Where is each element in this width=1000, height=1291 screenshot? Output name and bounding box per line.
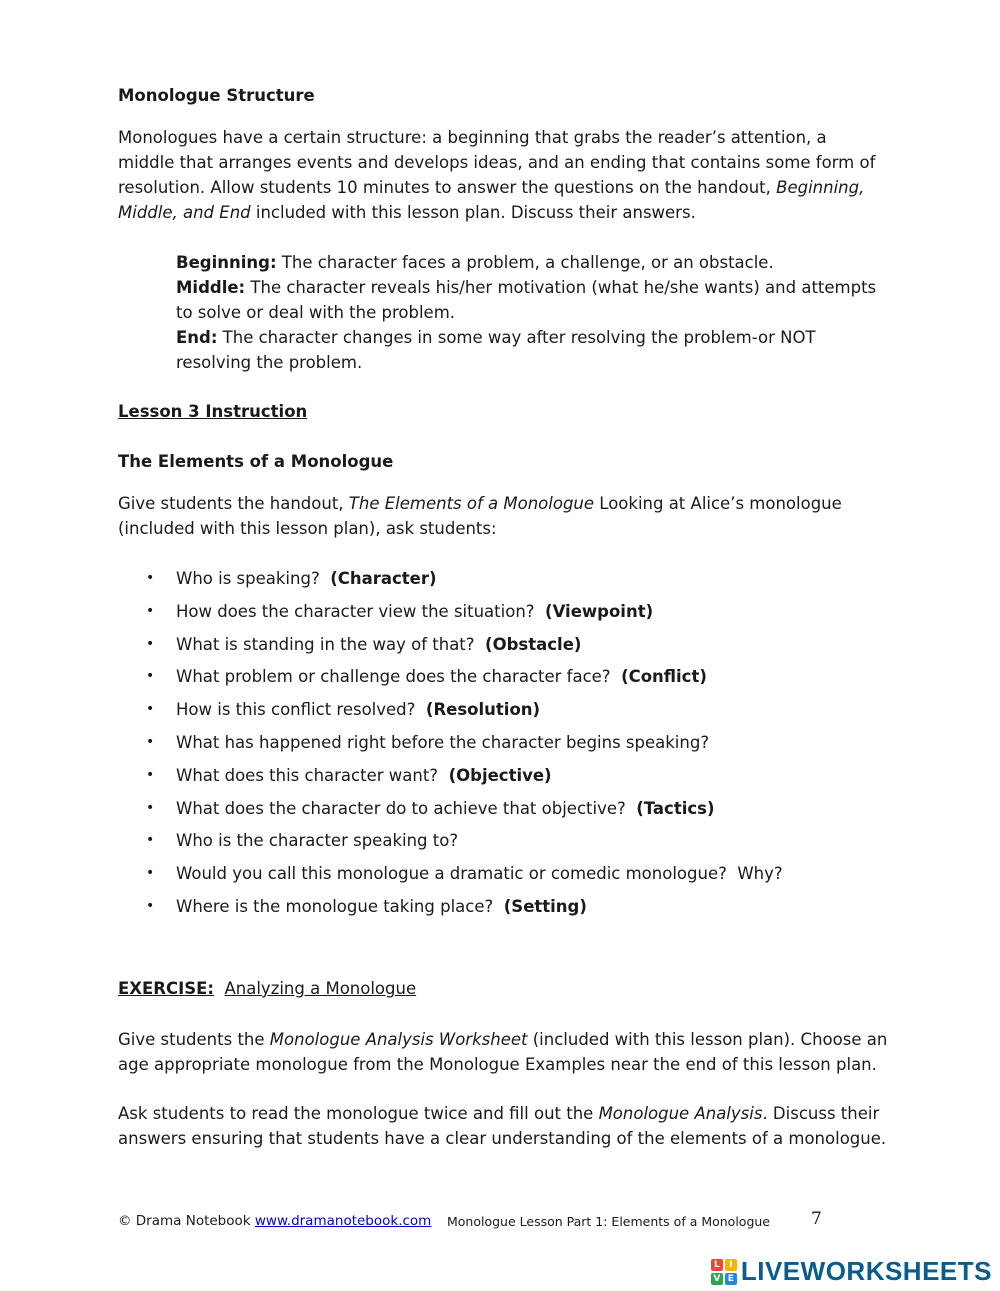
question-answer: (Character) <box>330 569 437 588</box>
question-answer: (Viewpoint) <box>545 601 654 621</box>
section-heading-structure: Monologue Structure <box>118 86 315 105</box>
bullet-icon: • <box>146 635 155 652</box>
question-text <box>176 730 709 755</box>
definition-middle <box>176 275 888 325</box>
liveworksheets-wordmark: LIVEWORKSHEETS <box>740 1256 992 1286</box>
elements-heading: The Elements of a Monologue <box>118 452 394 471</box>
structure-definitions <box>176 250 888 375</box>
drama-notebook-link[interactable]: www.dramanotebook.com <box>254 1213 432 1229</box>
question-text <box>176 664 707 689</box>
exercise-text-2b: . Discuss their answers ensuring that students have a clear understanding of the elements of a monologue. <box>118 1104 887 1148</box>
exercise-text-2a: Ask students to read the monologue twice and fill out the <box>118 1104 599 1123</box>
question-answer: (Conflict) <box>621 667 707 687</box>
bullet-icon: • <box>146 865 155 882</box>
bullet-icon: • <box>146 766 155 783</box>
question-text <box>176 894 587 919</box>
question-text <box>176 796 715 821</box>
intro-text-b: Looking at Alice’s monologue (included with this lesson plan), ask students: <box>118 494 842 538</box>
copyright-text: © Drama Notebook <box>118 1213 255 1229</box>
question-answer: (Objective) <box>448 765 552 785</box>
question-item <box>146 861 906 894</box>
question-item <box>146 697 906 730</box>
bullet-icon: • <box>146 799 155 816</box>
worksheet-title: Monologue Analysis Worksheet <box>269 1030 528 1049</box>
question-text <box>176 599 653 624</box>
bullet-icon: • <box>146 832 155 849</box>
exercise-paragraph-2 <box>118 1101 888 1151</box>
footer-lesson-title: Monologue Lesson Part 1: Elements of a Monologue <box>447 1214 770 1229</box>
logo-tile: E <box>725 1273 737 1285</box>
question-item <box>146 566 906 599</box>
exercise-text-1b: (included with this lesson plan). Choose an age appropriate monologue from the Monologue Examples near the end of this lesson plan. <box>118 1030 888 1074</box>
exercise-label: EXERCISE: <box>118 979 214 998</box>
question-item <box>146 664 906 697</box>
bullet-icon: • <box>146 701 155 718</box>
elements-intro-paragraph <box>118 491 888 541</box>
logo-tile: I <box>725 1259 737 1271</box>
question-answer: (Setting) <box>503 896 587 916</box>
logo-tile: V <box>711 1273 723 1285</box>
question-text <box>176 763 552 788</box>
question-text <box>176 566 437 591</box>
question-item <box>146 730 906 763</box>
beginning-label: Beginning: <box>176 253 277 272</box>
bullet-icon: • <box>146 602 155 619</box>
question-text <box>176 861 783 886</box>
question-answer: (Obstacle) <box>485 634 582 654</box>
question-item <box>146 632 906 665</box>
end-label: End: <box>176 328 218 347</box>
question-item <box>146 796 906 829</box>
definition-beginning <box>176 250 888 275</box>
question-item <box>146 894 906 927</box>
liveworksheets-icon <box>711 1259 737 1285</box>
handout-title-elements: The Elements of a Monologue <box>348 494 595 513</box>
footer-copyright <box>118 1213 431 1229</box>
definition-end <box>176 325 888 375</box>
question-prompt: What has happened right before the character begins speaking? <box>176 732 710 752</box>
question-list <box>146 566 906 927</box>
question-item <box>146 828 906 861</box>
bullet-icon: • <box>146 570 155 586</box>
bullet-icon: • <box>146 668 155 685</box>
question-answer: (Tactics) <box>636 798 715 818</box>
structure-text-a: Monologues have a certain structure: a beginning that grabs the reader’s attention, a middle that arranges events and develops ideas, and an ending that contains some form of resolution. Allow students 10 minutes to answer the questions on the handout, <box>118 128 876 197</box>
intro-text-a: Give students the handout, <box>118 494 349 513</box>
end-text: The character changes in some way after resolving the problem-or NOT resolving the problem. <box>176 328 816 372</box>
question-prompt: Who is speaking? <box>176 569 331 588</box>
question-prompt: Who is the character speaking to? <box>176 831 459 851</box>
lesson-3-heading: Lesson 3 Instruction <box>118 402 308 421</box>
analysis-title: Monologue Analysis <box>598 1104 763 1123</box>
question-text <box>176 632 581 657</box>
question-item <box>146 599 906 632</box>
question-prompt: Where is the monologue taking place? <box>176 896 504 916</box>
middle-text: The character reveals his/her motivation (what he/she wants) and attempts to solve or deal with the problem. <box>176 278 877 322</box>
question-text <box>176 828 458 853</box>
bullet-icon: • <box>146 733 155 750</box>
liveworksheets-logo[interactable] <box>711 1256 992 1287</box>
question-prompt: How is this conflict resolved? <box>176 700 426 720</box>
exercise-text-1a: Give students the <box>118 1030 270 1049</box>
question-text <box>176 697 540 722</box>
exercise-title: Analyzing a Monologue <box>224 979 417 998</box>
structure-text-b: included with this lesson plan. Discuss their answers. <box>250 203 696 222</box>
question-prompt: Would you call this monologue a dramatic or comedic monologue? Why? <box>176 864 783 884</box>
handout-title-beginning-middle-end: Beginning, Middle, and End <box>118 178 865 222</box>
question-answer: (Resolution) <box>425 700 541 720</box>
question-prompt: What problem or challenge does the character face? <box>176 667 622 687</box>
exercise-paragraph-1 <box>118 1027 888 1077</box>
logo-tile: L <box>711 1259 723 1271</box>
beginning-text: The character faces a problem, a challenge, or an obstacle. <box>276 253 774 272</box>
question-prompt: What does the character do to achieve that objective? <box>176 798 637 818</box>
structure-paragraph <box>118 125 888 225</box>
bullet-icon: • <box>146 897 155 914</box>
question-prompt: How does the character view the situation? <box>176 601 546 621</box>
question-prompt: What does this character want? <box>176 765 449 785</box>
exercise-heading <box>118 976 416 1001</box>
question-item <box>146 763 906 796</box>
middle-label: Middle: <box>176 278 246 297</box>
question-prompt: What is standing in the way of that? <box>176 634 486 654</box>
page-number: 7 <box>811 1209 822 1229</box>
